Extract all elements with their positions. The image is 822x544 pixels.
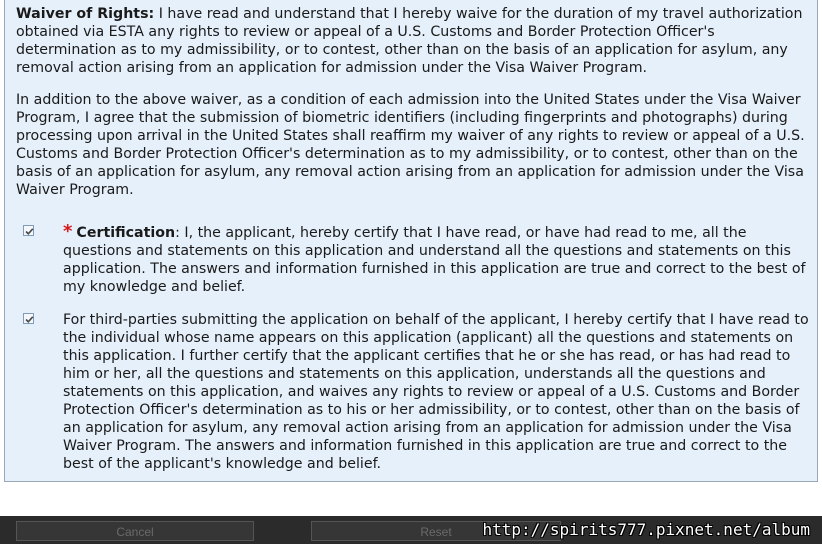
watermark-text: http://spirits777.pixnet.net/album <box>482 520 810 539</box>
terms-panel <box>4 0 818 482</box>
third-party-paragraph: For third-parties submitting the application on behalf of the applicant, I hereby certify that I have read to the individual whose name appears on this application (applicant) all the questions and statements on this application. I further certify that the applicant certifies that he or she has read, or has had read to him or her, all the questions and statements on this application, understands all the questions and statements on this application, and waives any rights to review or appeal of a U.S. Customs and Border Protection Officer's determination as to his or her admissibility, or to contest, other than on the basis of an application for asylum, any removal action arising from an application for admission under the Visa Waiver Program. The answers and information furnished in this application are true and correct to the best of the applicant's knowledge and belief. <box>63 312 809 472</box>
waiver-paragraph <box>16 5 806 77</box>
waiver-text: I have read and understand that I hereby waive for the duration of my travel authorization obtained via ESTA any rights to review or appeal of a U.S. Customs and Border Protection Officer's determination as to my admissibility, or to contest, other than on the basis of an application for asylum, any removal action arising from an application for admission under the Visa Waiver Program. <box>16 6 803 76</box>
addendum-paragraph: In addition to the above waiver, as a condition of each admission into the United States under the Visa Waiver Program, I agree that the submission of biometric identifiers (including fingerprints and photographs) during processing upon arrival in the United States shall reaffirm my waiver of any rights to review or appeal of a U.S. Customs and Border Protection Officer's determination as to my admissibility, or to contest, other than on the basis of an application for asylum, any removal action arising from an application for admission under the Visa Waiver Program. <box>16 92 805 198</box>
certification-checkbox[interactable] <box>23 225 34 236</box>
required-marker: * <box>63 221 73 242</box>
waiver-heading: Waiver of Rights: <box>16 6 155 22</box>
certification-heading: Certification <box>76 225 176 241</box>
cancel-button[interactable]: Cancel <box>16 521 254 541</box>
bottom-toolbar <box>0 516 822 544</box>
certification-text: : I, the applicant, hereby certify that I have read, or have had read to me, all the questions and statements on this application and understand all the questions and statements on this application. The answers and information furnished in this application are true and correct to the best of my knowledge and belief. <box>63 225 806 295</box>
certification-paragraph <box>63 221 809 296</box>
reset-button[interactable]: Reset <box>311 521 561 541</box>
checkmark-icon <box>24 226 35 237</box>
third-party-checkbox[interactable] <box>23 313 34 324</box>
checkmark-icon <box>24 314 35 325</box>
